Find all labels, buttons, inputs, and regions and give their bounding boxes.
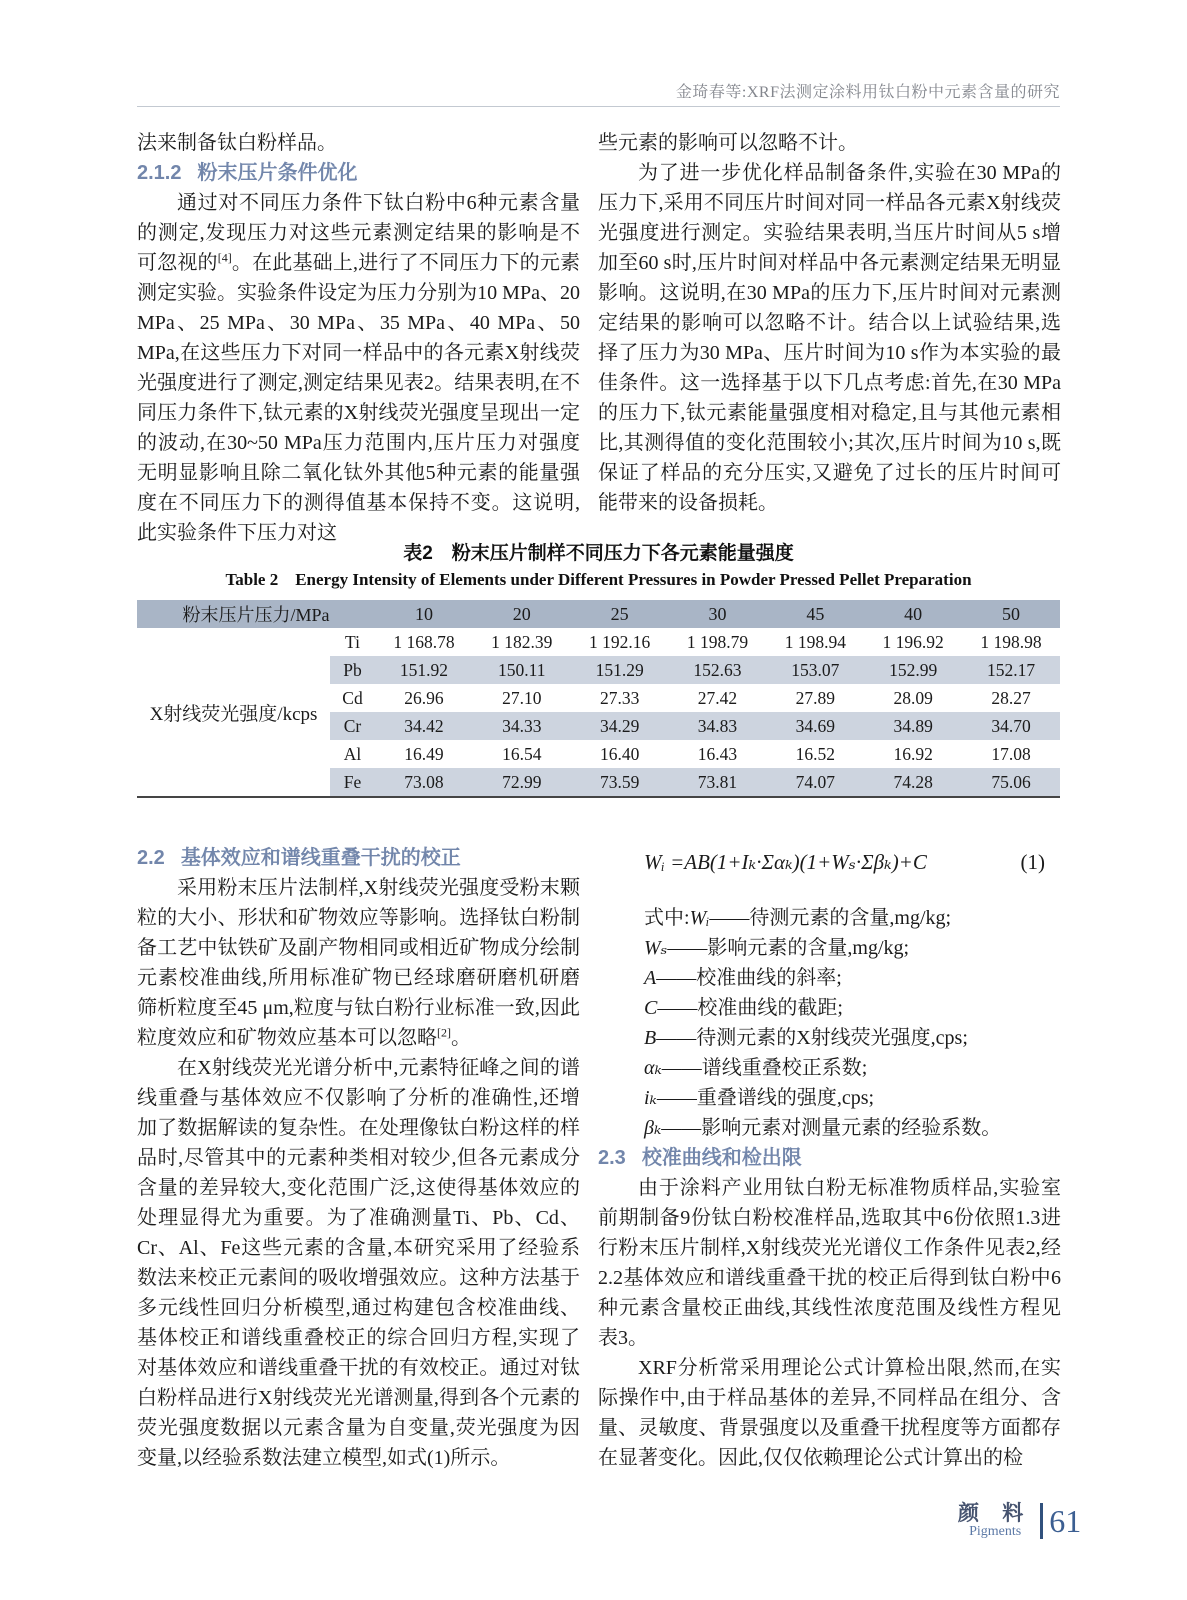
section-title: 基体效应和谱线重叠干扰的校正 — [180, 847, 461, 869]
value-cell: 16.52 — [795, 743, 835, 764]
value-cell: 1 196.92 — [882, 631, 944, 652]
value-cell: 28.27 — [991, 687, 1031, 708]
definition-symbol: iₖ — [644, 1087, 657, 1109]
journal-name-cn: 颜 料 — [958, 1501, 1033, 1525]
value-cell: 1 182.39 — [491, 631, 553, 652]
definition-text: ——影响元素的含量,mg/kg; — [667, 937, 910, 959]
value-cell: 27.89 — [795, 687, 835, 708]
value-cell: 1 198.94 — [784, 631, 846, 652]
element-cell: Ti — [345, 631, 360, 652]
value-cell: 16.54 — [502, 743, 542, 764]
page-footer — [958, 1502, 1081, 1539]
pressure-header: 40 — [864, 600, 962, 628]
value-cell: 73.81 — [669, 768, 767, 797]
pressure-header: 30 — [669, 600, 767, 628]
definition-symbol: Wᵢ — [689, 907, 710, 929]
paragraph: 由于涂料产业用钛白粉无标准物质样品,实验室前期制备9份钛白粉校准样品,选取其中6份依照1.3进行粉末压片制样,X射线荧光光谱仪工作条件见表2,经2.2基体效应和谱线重叠干扰的校正后得到钛白粉中6种元素含量校正曲线,其线性浓度范围及线性方程见表3。 — [598, 1177, 1061, 1349]
equation-expression: Wᵢ =AB(1+Iₖ·Σαₖ)(1+Wₛ·Σβₖ)+C — [644, 850, 927, 874]
definition-item — [598, 903, 1061, 933]
element-cell: Cd — [342, 687, 363, 708]
element-cell: Pb — [330, 656, 375, 684]
value-cell: 74.28 — [864, 768, 962, 797]
definition-symbol: A — [644, 967, 657, 989]
value-cell: 150.11 — [473, 656, 571, 684]
paragraph-text: 采用粉末压片法制样,X射线荧光强度受粉末颗粒的大小、形状和矿物效应等影响。选择钛白粉制备工艺中钛铁矿及副产物相同或相近矿物成分绘制元素校准曲线,所用标准矿物已经球磨研磨机研磨筛析粒度至45 μm,粒度与钛白粉行业标准一致,因此粒度效应和矿物效应基本可以忽略 — [137, 877, 580, 1049]
value-cell: 34.89 — [864, 712, 962, 740]
definition-symbol: B — [644, 1027, 657, 1049]
element-cell: Al — [343, 743, 362, 764]
definition-text: ——待测元素的含量,mg/kg; — [709, 907, 952, 929]
definition-item — [598, 963, 1061, 993]
definition-symbol: Wₛ — [644, 937, 668, 959]
paragraph-text: 。在此基础上,进行了不同压力下的元素测定实验。实验条件设定为压力分别为10 MPa、20 MPa、25 MPa、30 MPa、35 MPa、40 MPa、50 MPa,在这些压力下对同一样品中的各元素X射线荧光强度进行了测定,测定结果见表2。结果表明,在不同压力条件下,钛元素的X射线荧光强度呈现出一定的波动,在30~50 MPa压力范围内,压片压力对强度无明显影响且除二氧化钛外其他5种元素的能量强度在不同压力下的测得值基本保持不变。这说明,此实验条件下压力对这 — [137, 252, 581, 544]
value-cell: 1 192.16 — [589, 631, 651, 652]
definition-item — [598, 1023, 1061, 1053]
value-cell: 16.49 — [404, 743, 444, 764]
definition-item — [598, 1113, 1061, 1143]
value-cell: 16.43 — [697, 743, 738, 764]
pressure-header: 20 — [473, 600, 571, 628]
right-column-top — [598, 128, 1061, 518]
value-cell: 72.99 — [473, 768, 571, 797]
value-cell: 28.09 — [893, 687, 933, 708]
value-cell: 75.06 — [962, 768, 1060, 797]
value-cell: 1 198.98 — [980, 631, 1042, 652]
pressure-header: 45 — [766, 600, 864, 628]
value-cell: 34.29 — [571, 712, 669, 740]
symbol-definitions — [598, 903, 1061, 1143]
value-cell: 152.17 — [962, 656, 1060, 684]
equation-1 — [598, 843, 1061, 879]
value-cell: 17.08 — [991, 743, 1031, 764]
table2 — [137, 600, 1060, 798]
definition-text: ——校准曲线的截距; — [657, 997, 843, 1019]
table-header-label: 粉末压片压力/MPa — [137, 600, 375, 628]
definition-text: ——重叠谱线的强度,cps; — [656, 1087, 875, 1109]
value-cell: 152.63 — [669, 656, 767, 684]
value-cell: 152.99 — [864, 656, 962, 684]
value-cell: 74.07 — [766, 768, 864, 797]
value-cell: 16.40 — [599, 743, 640, 764]
equation-number: (1) — [1020, 850, 1045, 874]
value-cell: 151.92 — [375, 656, 473, 684]
section-number: 2.2 — [137, 847, 165, 869]
definition-item — [598, 933, 1061, 963]
paragraph: 为了进一步优化样品制备条件,实验在30 MPa的压力下,采用不同压片时间对同一样品各元素X射线荧光强度进行测定。实验结果表明,当压片时间从5 s增加至60 s时,压片时间对样品中各元素测定结果无明显影响。这说明,在30 MPa的压力下,压片时间对元素测定结果的影响可以忽略不计。结合以上试验结果,选择了压力为30 MPa、压片时间为10 s作为本实验的最佳条件。这一选择基于以下几点考虑:首先,在30 MPa的压力下,钛元素能量强度相对稳定,且与其他元素相比,其测得值的变化范围较小;其次,压片时间为10 s,既保证了样品的充分压实,又避免了过长的压片时间可能带来的设备损耗。 — [598, 162, 1061, 514]
definition-text: ——待测元素的X射线荧光强度,cps; — [656, 1027, 968, 1049]
definition-symbol: βₖ — [644, 1117, 662, 1139]
pressure-header: 50 — [962, 600, 1060, 628]
paragraph: 在X射线荧光光谱分析中,元素特征峰之间的谱线重叠与基体效应不仅影响了分析的准确性,还增加了数据解读的复杂性。在处理像钛白粉这样的样品时,尽管其中的元素种类相对较少,但各元素成分含量的差异较大,变化范围广泛,这使得基体效应的处理显得尤为重要。为了准确测量Ti、Pb、Cd、Cr、Al、Fe这些元素的含量,本研究采用了经验系数法来校正元素间的吸收增强效应。这种方法基于多元线性回归分析模型,通过构建包含校准曲线、基体校正和谱线重叠校正的综合回归方程,实现了对基体效应和谱线重叠干扰的有效校正。通过对钛白粉样品进行X射线荧光光谱测量,得到各个元素的荧光强度数据以元素含量为自变量,荧光强度为因变量,以经验系数法建立模型,如式(1)所示。 — [137, 1057, 580, 1469]
section-heading-2-1-2 — [137, 158, 580, 188]
running-head: 金琦春等:XRF法测定涂料用钛白粉中元素含量的研究 — [675, 84, 1060, 101]
value-cell: 27.33 — [599, 687, 640, 708]
value-cell: 73.59 — [571, 768, 669, 797]
right-column-bottom — [598, 843, 1061, 1473]
citation-ref: [4] — [217, 250, 232, 265]
journal-mark — [958, 1502, 1032, 1539]
definition-item — [598, 993, 1061, 1023]
value-cell: 1 168.78 — [393, 631, 455, 652]
table-header-row — [137, 600, 1060, 628]
value-cell: 34.42 — [375, 712, 473, 740]
footer-divider-bar — [1040, 1503, 1043, 1539]
value-cell: 34.83 — [669, 712, 767, 740]
paragraph — [137, 873, 580, 1053]
row-group-label: X射线荧光强度/kcps — [137, 628, 330, 797]
table2-title-cn: 表2 粉末压片制样不同压力下各元素能量强度 — [403, 543, 794, 564]
definition-item — [598, 1053, 1061, 1083]
element-cell: Cr — [330, 712, 375, 740]
section-title: 粉末压片条件优化 — [197, 162, 358, 184]
value-cell: 153.07 — [766, 656, 864, 684]
value-cell: 34.33 — [473, 712, 571, 740]
value-cell: 34.69 — [766, 712, 864, 740]
value-cell: 16.92 — [893, 743, 933, 764]
value-cell: 151.29 — [571, 656, 669, 684]
value-cell: 27.42 — [697, 687, 738, 708]
definition-symbol: αₖ — [644, 1057, 662, 1079]
definition-prefix: 式中: — [644, 907, 690, 929]
value-cell: 1 198.79 — [686, 631, 749, 652]
paragraph — [137, 188, 580, 548]
citation-ref: [2] — [437, 1025, 451, 1040]
section-heading-2-2 — [137, 843, 580, 873]
section-heading-2-3 — [598, 1143, 1061, 1173]
definition-text: ——校准曲线的斜率; — [656, 967, 842, 989]
left-column-bottom — [137, 843, 580, 1473]
definition-item — [598, 1083, 1061, 1113]
definition-text: ——谱线重叠校正系数; — [661, 1057, 868, 1079]
value-cell: 73.08 — [375, 768, 473, 797]
section-title: 校准曲线和检出限 — [641, 1147, 802, 1169]
definition-symbol: C — [644, 997, 658, 1019]
value-cell: 34.70 — [962, 712, 1060, 740]
paragraph: XRF分析常采用理论公式计算检出限,然而,在实际操作中,由于样品基体的差异,不同样品在组分、含量、灵敏度、背景强度以及重叠干扰程度等方面都存在显著变化。因此,仅仅依赖理论公式计算出的检 — [598, 1357, 1061, 1469]
paragraph-continuation: 法来制备钛白粉样品。 — [137, 132, 337, 154]
element-cell: Fe — [330, 768, 375, 797]
value-cell: 26.96 — [404, 687, 444, 708]
table-row — [137, 628, 1060, 656]
definition-text: ——影响元素对测量元素的经验系数。 — [661, 1117, 1002, 1139]
header-rule — [137, 106, 1060, 107]
section-number: 2.1.2 — [137, 162, 182, 184]
pressure-header: 25 — [571, 600, 669, 628]
paragraph-text: 通过对不同压力条件下钛白粉中6种元素含量的测定,发现压力对这些元素测定结果的影响是不可忽视的 — [137, 192, 580, 274]
paragraph-continuation: 些元素的影响可以忽略不计。 — [598, 132, 858, 154]
left-column-top — [137, 128, 580, 548]
value-cell: 27.10 — [502, 687, 542, 708]
page-number: 61 — [1049, 1502, 1082, 1539]
table2-title-en: Table 2 Energy Intensity of Elements under Different Pressures in Powder Pressed Pellet Preparation — [225, 570, 972, 589]
table2-block — [137, 541, 1060, 798]
paragraph-text: 。 — [451, 1027, 471, 1049]
journal-name-en: Pigments — [969, 1524, 1022, 1539]
section-number: 2.3 — [598, 1147, 626, 1169]
pressure-header: 10 — [375, 600, 473, 628]
